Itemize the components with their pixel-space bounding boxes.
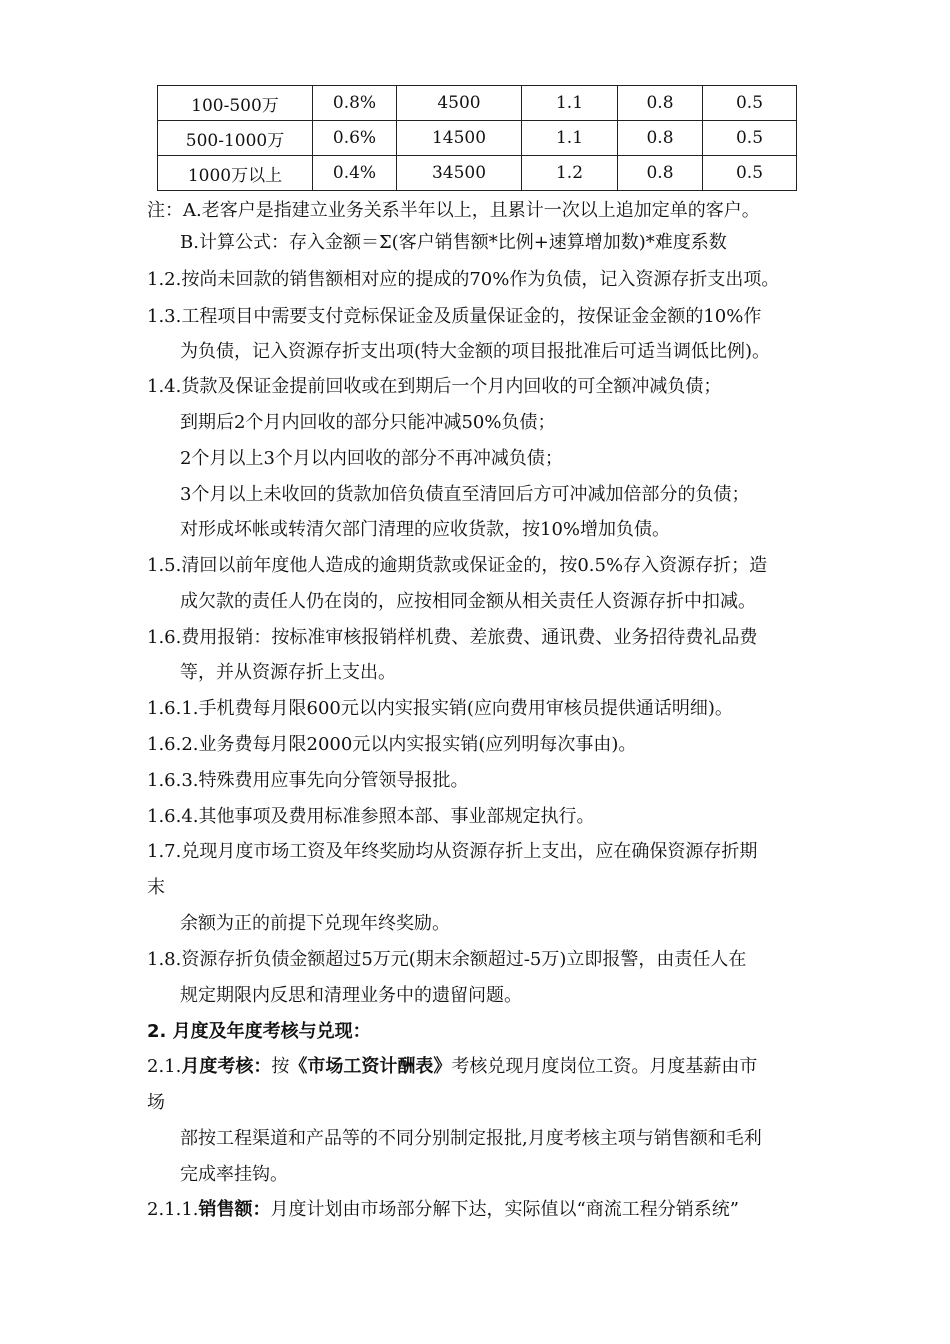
table-row [158, 86, 797, 121]
table-cell: 0.4% [313, 156, 397, 191]
clause-1-6: 1.6.费用报销：按标准审核报销样机费、差旅费、通讯费、业务招待费礼品费 [147, 627, 758, 648]
clause-1-7: 1.7.兑现月度市场工资及年终奖励均从资源存折上支出，应在确保资源存折期 [147, 841, 758, 862]
table-row [158, 121, 797, 156]
table-cell: 0.6% [313, 121, 397, 156]
clause-1-6-cont: 等，并从资源存折上支出。 [180, 662, 396, 683]
table-cell: 0.5 [703, 86, 797, 121]
table-cell: 0.8 [618, 156, 703, 191]
note-a: 注：A.老客户是指建立业务关系半年以上，且累计一次以上追加定单的客户。 [147, 200, 760, 221]
clause-2-1 [147, 1054, 757, 1080]
section-2-heading: 2. 月度及年度考核与兑现： [147, 1021, 371, 1042]
clause-1-3-cont: 为负债，记入资源存折支出项(特大金额的项目报批准后可适当调低比例)。 [180, 341, 771, 362]
clause-1-7-wrap: 末 [147, 877, 165, 898]
table-cell: 100-500万 [158, 86, 313, 121]
clause-text: 考核兑现月度岗位工资。月度基薪由市 [451, 1056, 758, 1077]
table-cell: 14500 [397, 121, 522, 156]
table-cell: 1000万以上 [158, 156, 313, 191]
table-cell: 1.1 [522, 121, 618, 156]
clause-1-8: 1.8.资源存折负债金额超过5万元(期末余额超过-5万)立即报警，由责任人在 [147, 949, 747, 970]
clause-number: 2.1. [147, 1056, 182, 1077]
clause-2-1-cont: 部按工程渠道和产品等的不同分别制定报批,月度考核主项与销售额和毛利 [180, 1128, 762, 1149]
clause-number: 2.1.1. [147, 1199, 199, 1220]
clause-label: 月度考核： [181, 1056, 272, 1077]
table-cell: 0.8% [313, 86, 397, 121]
clause-2-1-1 [147, 1197, 739, 1223]
clause-text: 按 [271, 1056, 290, 1077]
clause-1-4: 1.4.货款及保证金提前回收或在到期后一个月内回收的可全额冲减负债； [147, 376, 722, 397]
commission-table [157, 85, 797, 191]
doc-title-reference: 《市场工资计酬表》 [289, 1056, 452, 1077]
table-cell: 0.8 [618, 121, 703, 156]
clause-1-5: 1.5.清回以前年度他人造成的逾期货款或保证金的，按0.5%存入资源存折；造 [147, 555, 768, 576]
clause-1-6-2: 1.6.2.业务费每月限2000元以内实报实销(应列明每次事由)。 [147, 734, 637, 755]
clause-1-4-line2: 到期后2个月内回收的部分只能冲减50%负债； [180, 412, 556, 433]
table-cell: 0.5 [703, 156, 797, 191]
clause-1-6-4: 1.6.4.其他事项及费用标准参照本部、事业部规定执行。 [147, 806, 595, 827]
clause-1-4-line5: 对形成坏帐或转清欠部门清理的应收货款，按10%增加负债。 [180, 519, 671, 540]
clause-2-1-wrap: 场 [147, 1092, 165, 1113]
table-cell: 34500 [397, 156, 522, 191]
clause-1-4-line4: 3个月以上未收回的货款加倍负债直至清回后方可冲减加倍部分的负债； [180, 484, 750, 505]
clause-text: 月度计划由市场部分解下达，实际值以“商流工程分销系统” [270, 1199, 739, 1220]
clause-1-4-line3: 2个月以上3个月以内回收的部分不再冲减负债； [180, 448, 563, 469]
table-cell: 1.1 [522, 86, 618, 121]
table-cell: 1.2 [522, 156, 618, 191]
table-cell: 500-1000万 [158, 121, 313, 156]
clause-1-7-cont: 余额为正的前提下兑现年终奖励。 [180, 913, 450, 934]
table-cell: 4500 [397, 86, 522, 121]
clause-1-6-3: 1.6.3.特殊费用应事先向分管领导报批。 [147, 770, 469, 791]
clause-1-3: 1.3.工程项目中需要支付竞标保证金及质量保证金的，按保证金金额的10%作 [147, 306, 762, 327]
clause-1-5-cont: 成欠款的责任人仍在岗的，应按相同金额从相关责任人资源存折中扣减。 [180, 591, 756, 612]
table-cell: 0.5 [703, 121, 797, 156]
table-cell: 0.8 [618, 86, 703, 121]
clause-1-2: 1.2.按尚未回款的销售额相对应的提成的70%作为负债，记入资源存折支出项。 [147, 269, 780, 290]
note-b-formula: B.计算公式：存入金额＝Σ(客户销售额*比例+速算增加数)*难度系数 [180, 232, 727, 253]
clause-1-6-1: 1.6.1.手机费每月限600元以内实报实销(应向费用审核员提供通话明细)。 [147, 698, 733, 719]
clause-2-1-cont2: 完成率挂钩。 [180, 1164, 288, 1185]
table-row [158, 156, 797, 191]
clause-label: 销售额： [198, 1199, 271, 1220]
clause-1-8-cont: 规定期限内反思和清理业务中的遗留问题。 [180, 985, 522, 1006]
